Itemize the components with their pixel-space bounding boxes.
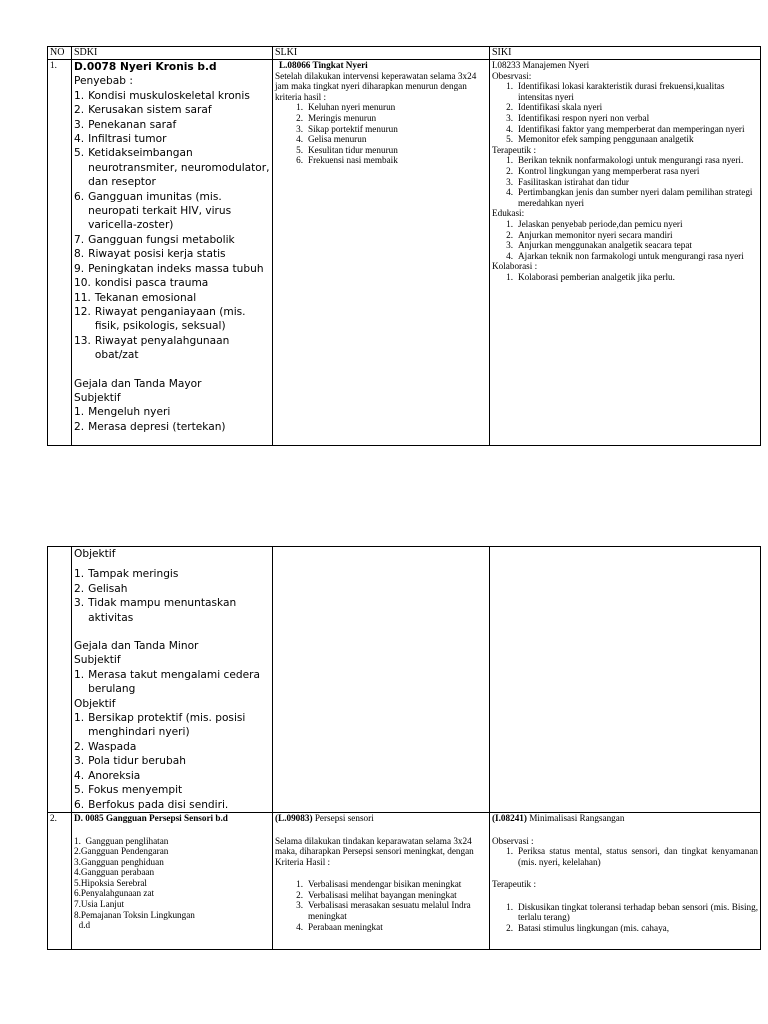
list-item-number: 5.: [506, 134, 513, 145]
list-item: [275, 155, 487, 166]
list-item-text: Kolaborasi pemberian analgetik jika perlu.: [518, 271, 675, 282]
terapeutik-label: Terapeutik :: [492, 144, 536, 155]
list-item-number: 2.: [74, 104, 85, 117]
list-item-text: Identifikasi respon nyeri non verbal: [518, 112, 650, 123]
list-item-number: 2.: [74, 582, 85, 595]
list-item-text: Kesulitan tidur menurun: [308, 144, 398, 155]
list-item-text: Kontrol lingkungan yang memperberat rasa nyeri: [518, 165, 700, 176]
list-item: 2.Gangguan Pendengaran: [74, 846, 169, 857]
list-item-text: Ajarkan teknik non farmakologi untuk mengurangi rasa nyeri: [518, 250, 744, 261]
list-item-text: Kerusakan sistem saraf: [88, 104, 212, 117]
list-item: [492, 187, 758, 208]
list-item-number: 2.: [506, 923, 513, 934]
terapeutik-list: [492, 902, 758, 934]
penyebab-list: [74, 836, 270, 931]
observasi-label: Observasi :: [492, 835, 534, 846]
list-item-text: Sikap portektif menurun: [308, 123, 398, 134]
list-item-number: 3.: [506, 176, 513, 187]
list-item: [74, 305, 270, 334]
list-item-number: 11.: [74, 291, 91, 304]
list-item: [275, 134, 487, 145]
list-item-number: 4.: [74, 769, 85, 782]
list-item: [492, 113, 758, 124]
terapeutik-label: Terapeutik :: [492, 879, 536, 890]
list-item-text: Berikan teknik nonfarmakologi untuk mengurangi rasa nyeri.: [518, 155, 744, 166]
list-item: [492, 155, 758, 166]
list-item-number: 1.: [296, 879, 303, 890]
list-item: 4.Gangguan perabaan: [74, 867, 155, 878]
list-item-number: 1.: [506, 846, 513, 857]
list-item: [492, 166, 758, 177]
list-item: [74, 596, 270, 625]
header-no: NO: [48, 47, 72, 60]
list-item: [74, 146, 270, 189]
observasi-list: [492, 846, 758, 867]
list-item-text: Verbalisasi melihat bayangan meningkat: [308, 889, 457, 900]
list-item-number: 3.: [296, 123, 303, 134]
list-item: [74, 103, 270, 117]
gejala-minor-label: Gejala dan Tanda Minor: [74, 640, 199, 653]
list-item: 6.Penyalahgunaan zat: [74, 888, 155, 899]
list-item: [275, 922, 487, 933]
table-row: [48, 547, 761, 813]
list-item: 1. Gangguan penglihatan: [74, 835, 169, 846]
slki-criteria-list: [275, 102, 487, 166]
header-slki: SLKI: [273, 47, 490, 60]
list-item-text: Batasi stimulus lingkungan (mis. cahaya,: [518, 923, 670, 934]
list-item-number: 1.: [506, 155, 513, 166]
objektif-list: [74, 567, 270, 625]
header-siki: SIKI: [490, 47, 761, 60]
list-item-number: 3.: [296, 900, 303, 911]
list-item-number: 2.: [74, 740, 85, 753]
terapeutik-list: [492, 155, 758, 208]
list-item: [492, 134, 758, 145]
list-item: [74, 754, 270, 768]
list-item: [492, 81, 758, 102]
list-item-text: Peningkatan indeks massa tubuh: [88, 262, 264, 275]
list-item: [74, 262, 270, 276]
list-item-number: 5.: [74, 784, 85, 797]
siki-cell: [490, 812, 761, 949]
list-item-text: Pertimbangkan jenis dan sumber nyeri dalam pemilihan strategi meredahkan nyeri: [518, 187, 753, 208]
slki-outcome-title: (L.09083) Persepsi sensori: [275, 812, 374, 823]
list-item-number: 5.: [74, 147, 85, 160]
list-item-text: Keluhan nyeri menurun: [308, 102, 396, 113]
list-item: [275, 113, 487, 124]
table-row: [48, 812, 761, 949]
list-item: [74, 247, 270, 261]
list-item-text: Tidak mampu menuntaskan aktivitas: [88, 597, 237, 624]
objektif-minor-list: [74, 711, 270, 812]
list-item: [275, 102, 487, 113]
list-item-text: Anjurkan memonitor nyeri secara mandiri: [518, 229, 673, 240]
list-item: [74, 233, 270, 247]
list-item: [74, 798, 270, 812]
list-item-number: 1.: [74, 668, 85, 681]
list-item-text: Diskusikan tingkat toleransi terhadap beban sensori (mis. Bising, terlalu terang): [518, 901, 758, 923]
list-item: [74, 783, 270, 797]
list-item: [492, 102, 758, 113]
list-item: [74, 334, 270, 363]
row-number: 2.: [48, 812, 72, 949]
list-item-number: 8.: [74, 248, 85, 261]
list-item-number: 3.: [74, 755, 85, 768]
sdki-cell: [72, 812, 273, 949]
list-item-text: Berfokus pada disi sendiri.: [88, 798, 229, 811]
list-item-text: Tekanan emosional: [94, 291, 197, 304]
penyebab-label: Penyebab :: [74, 75, 133, 88]
list-item-text: Pola tidur berubah: [88, 755, 186, 768]
list-item-text: Riwayat penganiayaan (mis. fisik, psikologis, seksual): [94, 305, 246, 333]
list-item-text: Tampak meringis: [88, 568, 179, 581]
list-item-text: Waspada: [88, 740, 137, 753]
list-item-number: 3.: [74, 597, 85, 610]
observasi-list: [492, 81, 758, 145]
list-item-text: Perabaan meningkat: [308, 921, 383, 932]
list-item-number: 1.: [506, 271, 513, 282]
list-item-number: 1.: [506, 901, 513, 912]
slki-cell: [273, 812, 490, 949]
list-item: [74, 740, 270, 754]
list-item: [74, 190, 270, 233]
list-item-text: Ketidakseimbangan neurotransmiter, neuromodulator, dan reseptor: [88, 147, 270, 189]
kolaborasi-list: [492, 272, 758, 283]
list-item-number: 7.: [74, 233, 85, 246]
list-item-text: Verbalisasi mendengar bisikan meningkat: [308, 879, 462, 890]
list-item: [74, 420, 270, 434]
list-item: [74, 118, 270, 132]
list-item-text: Gangguan imunitas (mis. neuropati terkait HIV, virus varicella-zoster): [88, 190, 232, 232]
list-item-text: Anoreksia: [88, 769, 141, 782]
list-item-number: 2.: [506, 165, 513, 176]
nursing-plan-table-1: [47, 46, 761, 446]
list-item: [74, 582, 270, 596]
list-item-number: 4.: [74, 133, 85, 146]
list-item: [492, 177, 758, 188]
list-item-number: 6.: [296, 155, 303, 166]
kolaborasi-label: Kolaborasi :: [492, 261, 538, 272]
list-item-number: 6.: [74, 190, 85, 203]
list-item: [492, 124, 758, 135]
list-item-number: 4.: [506, 187, 513, 198]
subjektif-minor-list: [74, 668, 270, 697]
table-row: [48, 60, 761, 446]
list-item-text: Fokus menyempit: [88, 784, 183, 797]
objektif-label: Objektif: [74, 548, 116, 560]
slki-intro: Setelah dilakukan intervensi keperawatan selama 3x24 jam maka tingkat nyeri diharapkan menurun dengan kriteria hasil :: [275, 70, 477, 102]
gejala-mayor-label: Gejala dan Tanda Mayor: [74, 377, 202, 390]
list-item: [275, 124, 487, 135]
list-item-text: Anjurkan menggunakan analgetik seacara tepat: [518, 240, 692, 251]
nursing-plan-table-2: [47, 546, 761, 950]
subjektif-label: Subjektif: [74, 391, 121, 404]
list-item-text: Identifikasi lokasi karakteristik durasi frekuensi,kualitas intensitas nyeri: [518, 81, 725, 102]
list-item-text: Infiltrasi tumor: [88, 133, 167, 146]
list-item-text: Gelisah: [88, 582, 128, 595]
list-item-number: 2.: [74, 420, 85, 433]
list-item: [275, 890, 487, 901]
list-item: [492, 230, 758, 241]
list-item: [275, 145, 487, 156]
list-item-number: 2.: [506, 229, 513, 240]
table-header-row: [48, 47, 761, 60]
siki-intervention-title: (I.08241) Minimalisasi Rangsangan: [492, 812, 625, 823]
list-item-number: 2.: [506, 102, 513, 113]
list-item-text: Jelaskan penyebab periode,dan pemicu nyeri: [518, 218, 683, 229]
list-item-number: 13.: [74, 334, 91, 347]
list-item-text: Penekanan saraf: [88, 118, 177, 131]
list-item-number: 2.: [296, 889, 303, 900]
list-item-number: 2.: [296, 112, 303, 123]
list-item: d.d: [74, 920, 91, 931]
objektif-minor-label: Objektif: [74, 697, 116, 710]
list-item: [492, 846, 758, 867]
list-item-number: 5.: [296, 144, 303, 155]
list-item-text: Periksa status mental, status sensori, dan tingkat kenyamanan (mis. nyeri, kelelahan): [518, 846, 758, 867]
list-item: 8.Pemajanan Toksin Lingkungan: [74, 909, 195, 920]
list-item: [492, 923, 758, 934]
subjektif-list: [74, 405, 270, 434]
list-item: 5.Hipoksia Serebral: [74, 877, 147, 888]
list-item-number: 1.: [506, 218, 513, 229]
slki-criteria-list: [275, 879, 487, 932]
list-item-number: 4.: [506, 250, 513, 261]
row-number: 1.: [48, 60, 72, 446]
list-item: [492, 251, 758, 262]
list-item-text: Gelisa menurun: [308, 134, 367, 145]
list-item-text: Kondisi muskuloskeletal kronis: [88, 89, 250, 102]
list-item-number: 1.: [74, 568, 85, 581]
siki-cell: [490, 60, 761, 446]
list-item-number: 9.: [74, 262, 85, 275]
list-item: 3.Gangguan penghiduan: [74, 856, 164, 867]
list-item-number: 1.: [506, 81, 513, 92]
list-item: [492, 272, 758, 283]
list-item: [74, 405, 270, 419]
list-item: [492, 902, 758, 923]
slki-outcome-title: L.08066 Tingkat Nyeri: [279, 60, 368, 70]
list-item-text: Identifikasi skala nyeri: [518, 102, 603, 113]
list-item: [74, 567, 270, 581]
slki-intro: Selama dilakukan tindakan keparawatan selama 3x24 maka, diharapkan Persepsi sensori meningkat, dengan Kriteria Hasil :: [275, 835, 474, 867]
observasi-label: Obesrvasi:: [492, 70, 532, 81]
edukasi-label: Edukasi:: [492, 208, 525, 219]
edukasi-list: [492, 219, 758, 261]
list-item: [492, 219, 758, 230]
sdki-continuation-cell: [72, 547, 273, 813]
sdki-diagnosis-title: D. 0085 Gangguan Persepsi Sensori b.d: [74, 812, 228, 823]
list-item-text: Merasa depresi (tertekan): [88, 420, 226, 433]
list-item: [74, 711, 270, 740]
list-item-number: 4.: [296, 134, 303, 145]
list-item-text: Frekuensi nasi membaik: [308, 155, 398, 166]
list-item: [74, 769, 270, 783]
list-item: [74, 668, 270, 697]
list-item-text: Gangguan fungsi metabolik: [88, 233, 235, 246]
list-item-number: 3.: [74, 118, 85, 131]
subjektif-label: Subjektif: [74, 654, 121, 667]
list-item-number: 1.: [296, 102, 303, 113]
list-item: [74, 132, 270, 146]
siki-intervention-title: I.08233 Manajemen Nyeri: [492, 60, 590, 70]
list-item-text: Identifikasi faktor yang memperberat dan memperingan nyeri: [518, 123, 745, 134]
list-item: [275, 879, 487, 890]
list-item: [74, 276, 270, 290]
list-item-number: 12.: [74, 305, 91, 318]
list-item-text: Mengeluh nyeri: [88, 406, 171, 419]
sdki-cell: [72, 60, 273, 446]
header-sdki: SDKI: [72, 47, 273, 60]
list-item: 7.Usia Lanjut: [74, 899, 125, 910]
list-item-number: 10.: [74, 277, 91, 290]
list-item-text: Verbalisasi merasakan sesuatu melalul Indra meningkat: [308, 900, 471, 922]
list-item-text: Riwayat posisi kerja statis: [88, 248, 226, 261]
list-item: [74, 291, 270, 305]
list-item-text: Fasilitaskan istirahat dan tidur: [518, 176, 629, 187]
list-item-number: 3.: [506, 112, 513, 123]
list-item-number: 1.: [74, 89, 85, 102]
sdki-diagnosis-title: D.0078 Nyeri Kronis b.d: [74, 61, 217, 73]
list-item: [492, 240, 758, 251]
list-item-text: Bersikap protektif (mis. posisi menghindari nyeri): [88, 712, 246, 739]
list-item-text: Merasa takut mengalami cedera berulang: [88, 668, 260, 696]
list-item-number: 6.: [74, 798, 85, 811]
list-item-number: 1.: [74, 712, 85, 725]
list-item: [275, 900, 487, 921]
list-item-number: 1.: [74, 406, 85, 419]
list-item-text: Riwayat penyalahgunaan obat/zat: [94, 334, 230, 362]
list-item: [74, 89, 270, 103]
list-item-text: Memonitor efek samping penggunaan analgetik: [518, 134, 694, 145]
list-item-number: 4.: [296, 921, 303, 932]
slki-cell: [273, 60, 490, 446]
penyebab-list: [74, 89, 270, 363]
list-item-number: 4.: [506, 123, 513, 134]
list-item-number: 3.: [506, 240, 513, 251]
list-item-text: kondisi pasca trauma: [94, 277, 209, 290]
list-item-text: Meringis menurun: [308, 112, 377, 123]
